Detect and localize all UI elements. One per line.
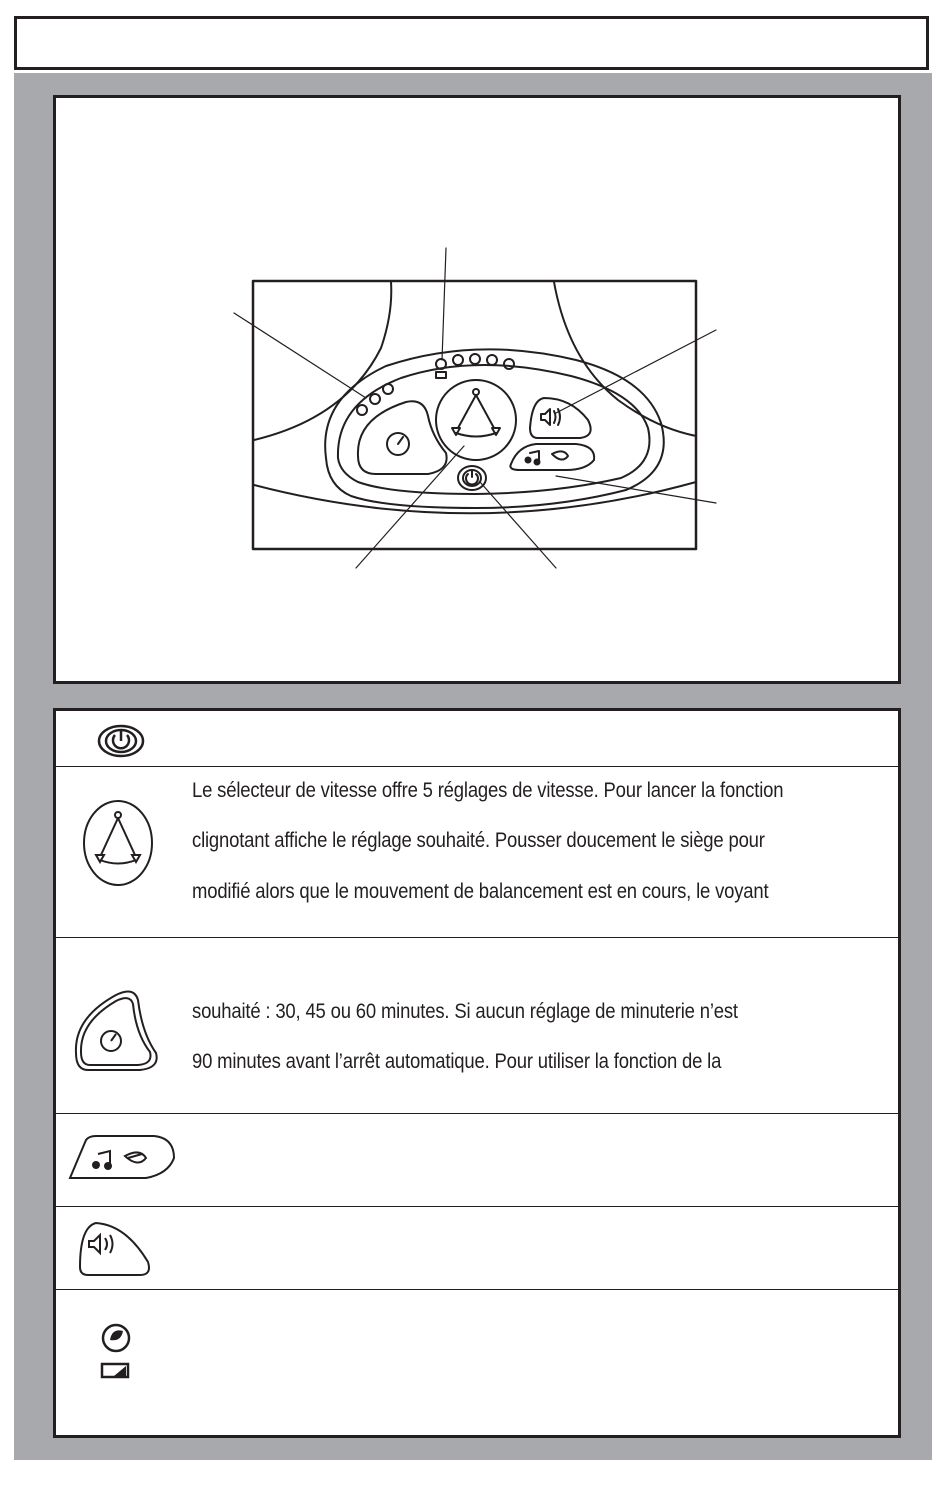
control-panel-diagram xyxy=(53,95,901,684)
table-row-volume xyxy=(56,1207,898,1290)
timer-button-icon xyxy=(56,938,181,1113)
music-button-shape xyxy=(510,444,594,470)
table-row-battery xyxy=(56,1290,898,1435)
table-row-speed xyxy=(56,767,898,938)
table-row-power xyxy=(56,711,898,767)
table-row-timer xyxy=(56,938,898,1114)
header-bar xyxy=(14,16,929,70)
battery-icon-small xyxy=(436,372,446,378)
timer-dial-needle xyxy=(398,437,403,444)
battery-indicator-icon xyxy=(56,1290,181,1435)
timer-led-3 xyxy=(383,384,393,394)
speed-selector-swing-icon xyxy=(56,767,181,937)
speed-line-1: Le sélecteur de vitesse offre 5 réglages de vitesse. Pour lancer la fonction xyxy=(192,779,784,802)
power-button-icon xyxy=(56,711,181,766)
speed-led-3 xyxy=(470,354,480,364)
speed-led-2 xyxy=(453,355,463,365)
seat-curve-left xyxy=(254,282,391,440)
timer-line-1: souhaité : 30, 45 ou 60 minutes. Si aucun réglage de minuterie n’est xyxy=(192,1000,738,1023)
timer-led-2 xyxy=(370,394,380,404)
timer-line-2: 90 minutes avant l’arrêt automatique. Pour utiliser la fonction de la xyxy=(192,1050,722,1073)
controls-table xyxy=(53,708,901,1438)
timer-led-1 xyxy=(357,405,367,415)
table-row-music xyxy=(56,1114,898,1207)
speed-line-2: clignotant affiche le réglage souhaité. Pousser doucement le siège pour xyxy=(192,829,765,852)
speed-selector xyxy=(436,380,516,460)
speed-led-4 xyxy=(487,355,497,365)
volume-button-icon xyxy=(56,1207,181,1289)
music-nature-button-icon xyxy=(56,1114,181,1206)
speed-led-5 xyxy=(504,359,514,369)
control-panel-illustration xyxy=(56,98,898,681)
speed-line-3: modifié alors que le mouvement de balancement est en cours, le voyant xyxy=(192,880,769,903)
